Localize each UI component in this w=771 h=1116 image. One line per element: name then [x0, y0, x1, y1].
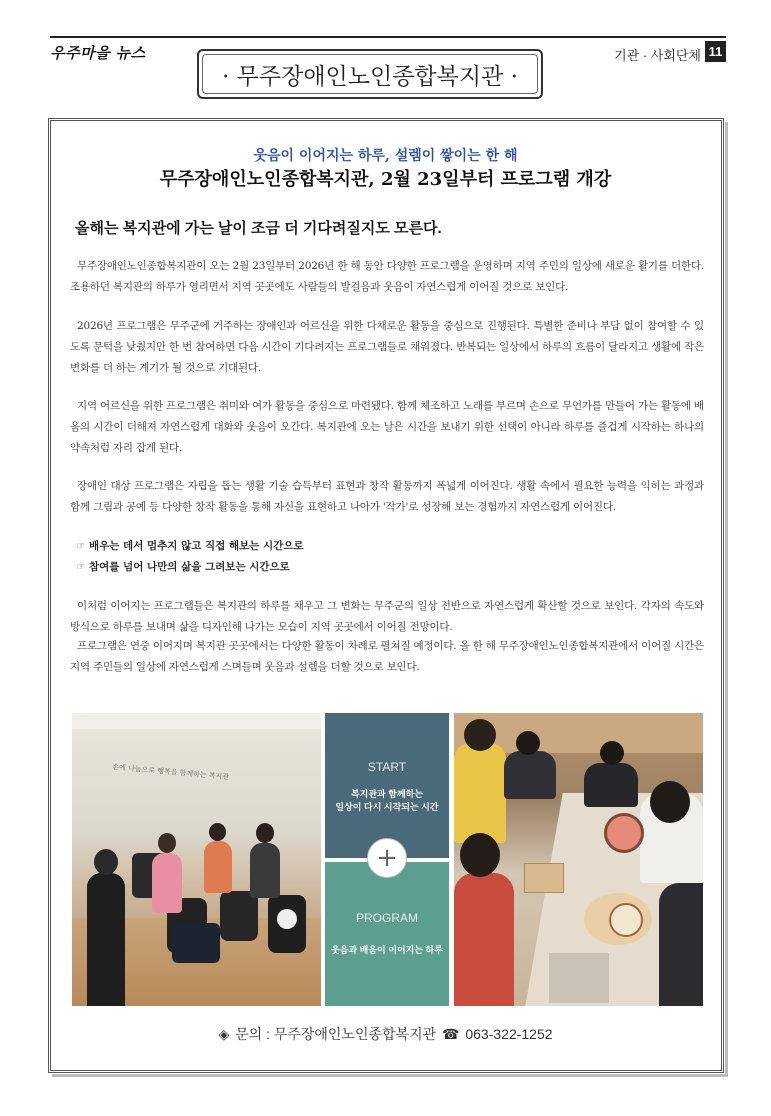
photo-drumming-class — [72, 713, 321, 1006]
plus-icon: + — [367, 838, 407, 878]
paragraph-3: 지역 어르신을 위한 프로그램은 취미와 여가 활동을 중심으로 마련됐다. 함께 체조하고 노래를 부르며 손으로 무언가를 만들어 가는 활동에 배움의 시간이 더해져 자연스럽게 대화와 웃음이 오간다. 복지관에 오는 날은 시간을 보내기 위한 선택이 아니라 하루를 즐겁게 시작하는 하나의 약속처럼 자리 잡게 된다. — [70, 400, 704, 454]
paragraph-6: 프로그램은 연중 이어지며 복지관 곳곳에서는 다양한 활동이 차례로 펼쳐질 예정이다. 올 한 해 무주장애인노인종합복지관에서 이어질 시간은 지역 주민들의 일상에 자연스럽게 스며들며 웃음과 설렘을 더할 것으로 보인다. — [70, 640, 704, 673]
person-head — [158, 833, 176, 853]
paragraph-4: 장애인 대상 프로그램은 자립을 돕는 생활 기술 습득부터 표현과 창작 활동까지 폭넓게 이어진다. 생활 속에서 필요한 능력을 익히는 과정과 함께 그림과 공예 등 다양한 창작 활동을 통해 자신을 표현하고 나아가 '작가'로 성장해 보는 경험까지 자연스럽게 이어진다. — [70, 480, 704, 513]
person-head — [460, 833, 500, 877]
person-head — [209, 823, 226, 841]
diamond-icon: ◈ — [218, 1026, 230, 1042]
paragraph-2: 2026년 프로그램은 무주군에 거주하는 장애인과 어르신을 위한 다채로운 활동을 중심으로 진행된다. 특별한 준비나 부담 없이 참여할 수 있도록 문턱을 낮췄지만 한 번 참여하면 다음 시간이 기다려지는 프로그램들로 채워졌다. 반복되는 일상에서 하루의 흐름이 달라지고 생활에 작은 변화를 더 하는 계기가 될 것으로 기대된다. — [70, 320, 704, 374]
program-heading: PROGRAM — [355, 911, 418, 925]
ceiling — [72, 713, 321, 729]
person-head — [516, 731, 540, 755]
paragraph-1: 무주장애인노인종합복지관이 오는 2월 23일부터 2026년 한 해 동안 다양한 프로그램을 운영하며 지역 주민의 일상에 새로운 활기를 더한다. 조용하던 복지관의 하루가 열리면서 지역 곳곳에도 사람들의 발걸음과 웃음이 자연스럽게 이어질 것으로 보인다. — [70, 260, 704, 293]
title-banner — [197, 49, 543, 99]
person-pink-jacket — [152, 853, 182, 913]
phone-icon: ☎ — [442, 1026, 460, 1042]
person-foreground — [87, 873, 125, 1006]
clock-face — [609, 903, 643, 937]
bullet-item — [76, 536, 304, 557]
bullet-item — [76, 557, 304, 578]
start-heading: START — [367, 760, 407, 774]
person-head — [464, 719, 496, 751]
person-head — [600, 741, 624, 765]
bullet-text: 참여를 넘어 나만의 삶을 그려보는 시간으로 — [88, 561, 290, 573]
wall-banner-text: 손에 나눔으로 행복을 함께하는 복지관 — [111, 763, 230, 782]
start-panel — [325, 713, 449, 858]
person-head — [94, 849, 118, 875]
program-desc: 웃음과 배움이 이어지는 하루 — [331, 945, 443, 955]
cardboard-box — [524, 863, 564, 893]
contact-phone: 063-322-1252 — [465, 1026, 553, 1042]
person-foreground-right — [659, 883, 703, 1006]
masthead-logo: 우주마을 뉴스 — [50, 44, 146, 62]
drum-logo — [277, 909, 297, 929]
bullet-list — [76, 536, 304, 578]
article-lead: 올해는 복지관에 가는 날이 조금 더 기다려질지도 모른다. — [75, 220, 442, 237]
start-desc-line2: 일상이 다시 시작되는 시간 — [335, 802, 439, 812]
photo-craft-class — [454, 713, 703, 1006]
header-rule — [50, 36, 726, 38]
program-panel — [325, 862, 449, 1006]
person-orange — [204, 841, 232, 893]
drum — [220, 891, 258, 941]
pointing-hand-icon: ☞ — [76, 562, 85, 573]
pointing-hand-icon: ☞ — [76, 541, 85, 552]
article-headline: 무주장애인노인종합복지관, 2월 23일부터 프로그램 개강 — [159, 169, 612, 190]
contact-label: 문의 : 무주장애인노인종합복지관 — [235, 1026, 437, 1042]
contact-line — [0, 1024, 771, 1044]
chair-with-bag — [172, 923, 220, 963]
paragraph-5: 이처럼 이어지는 프로그램들은 복지관의 하루를 채우고 그 변화는 무주군의 일상 전반으로 자연스럽게 확산할 것으로 보인다. 각자의 속도와 방식으로 하루를 보내며 삶을 디자인해 나가는 모습이 지역 곳곳에서 이어질 전망이다. — [70, 600, 704, 633]
person-black-jacket — [584, 763, 638, 807]
banner-title: · 무주장애인노인종합복지관 · — [202, 54, 538, 94]
person-head — [256, 823, 274, 843]
clock-craft — [604, 813, 644, 853]
section-label: 기관 · 사회단체 — [614, 48, 701, 63]
person-dark-sweater — [504, 751, 556, 799]
person-dark-jacket — [250, 843, 280, 898]
person-head — [650, 781, 690, 823]
start-desc-line1: 복지관과 함께하는 — [350, 789, 424, 799]
page-number: 11 — [705, 41, 726, 62]
person-red-jacket — [454, 873, 514, 1006]
material-packets — [549, 953, 609, 1003]
bullet-text: 배우는 데서 멈추지 않고 직접 해보는 시간으로 — [88, 540, 304, 552]
person-yellow-sweater — [454, 743, 506, 843]
article-subtitle: 웃음이 이어지는 하루, 설렘이 쌓이는 한 해 — [253, 148, 518, 164]
